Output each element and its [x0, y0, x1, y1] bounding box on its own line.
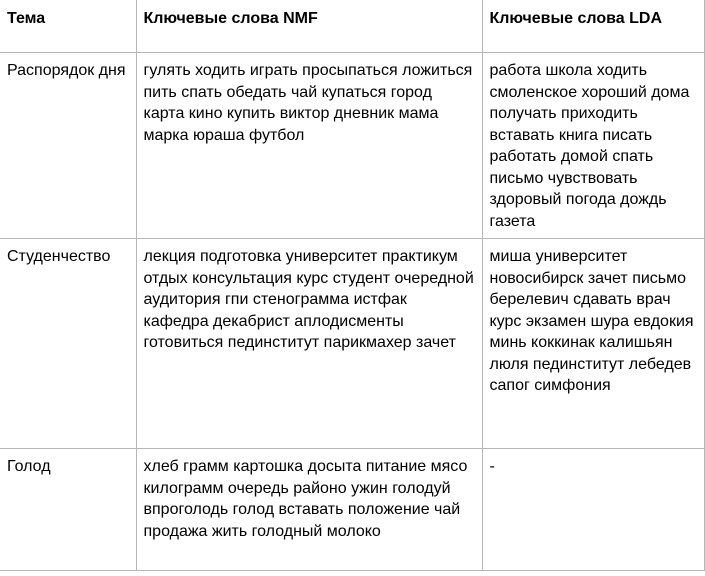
nmf-keywords-cell: хлеб грамм картошка досыта питание мясо килограмм очередь районо ужин голодуй впроголодь голод вставать положение чай продажа жить голодный молоко [136, 449, 482, 571]
nmf-keywords-cell: гулять ходить играть просыпаться ложиться пить спать обедать чай купаться город карта кино купить виктор дневник мама марка юраша футбол [136, 53, 482, 239]
nmf-keywords-cell: лекция подготовка университет практикум отдых консультация курс студент очередной аудитория гпи стенограмма истфак кафедра декабрист аплодисменты готовиться пединститут парикмахер зачет [136, 239, 482, 449]
topic-cell: Распорядок дня [0, 53, 136, 239]
header-lda-keywords: Ключевые слова LDA [482, 0, 704, 53]
header-nmf-keywords: Ключевые слова NMF [136, 0, 482, 53]
topic-cell: Студенчество [0, 239, 136, 449]
table-row [0, 239, 704, 449]
table-header-row [0, 0, 704, 53]
table-row [0, 53, 704, 239]
lda-keywords-cell: - [482, 449, 704, 571]
table-row [0, 449, 704, 571]
header-topic: Тема [0, 0, 136, 53]
lda-keywords-cell: работа школа ходить смоленское хороший дома получать приходить вставать книга писать работать домой спать письмо чувствовать здоровый погода дождь газета [482, 53, 704, 239]
lda-keywords-cell: миша университет новосибирск зачет письмо берелевич сдавать врач курс экзамен шура евдокия минь коккинак калишьян люля пединститут лебедев сапог симфония [482, 239, 704, 449]
topic-cell: Голод [0, 449, 136, 571]
